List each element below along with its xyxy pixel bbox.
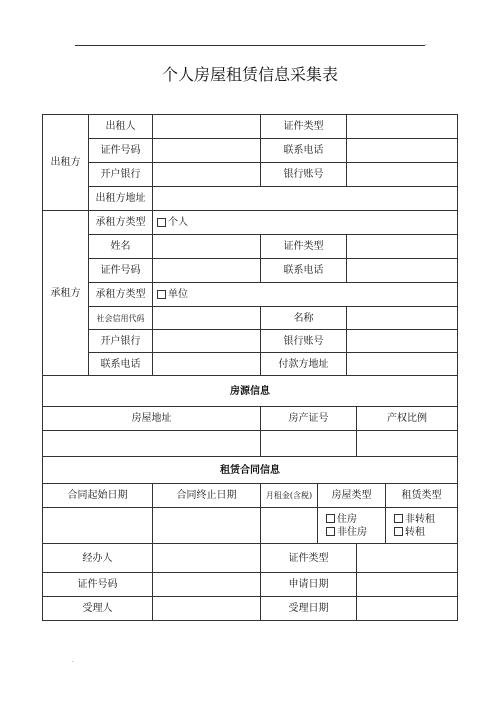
- corner-mark: .: [425, 40, 427, 47]
- lessee-id-no-label: 证件号码: [89, 259, 153, 283]
- agent-id-type-field[interactable]: [357, 544, 457, 573]
- footer-mark: .: [72, 657, 74, 664]
- lessee-type-org-option[interactable]: [153, 283, 457, 307]
- apply-date-label: 申请日期: [261, 573, 357, 597]
- lessee-id-type-field[interactable]: [347, 235, 457, 259]
- agent-id-no-field[interactable]: [153, 573, 261, 597]
- org-option-label: 单位: [168, 289, 188, 300]
- lessor-id-type-field[interactable]: [347, 115, 457, 139]
- lessor-bank-field[interactable]: [153, 163, 261, 187]
- lessor-phone-label: 联系电话: [261, 139, 347, 163]
- accept-date-label: 受理日期: [261, 597, 357, 620]
- contract-end-field[interactable]: [153, 508, 261, 544]
- direct-lease-label: 非转租: [405, 513, 435, 525]
- lessee-bank-account-label: 银行账号: [261, 330, 347, 353]
- individual-option-label: 个人: [168, 217, 188, 228]
- house-type-nonresidential[interactable]: [326, 526, 367, 539]
- agent-field[interactable]: [153, 544, 261, 573]
- property-cert-field[interactable]: [261, 431, 357, 457]
- contract-start-label: 合同起始日期: [43, 484, 153, 508]
- payer-address-field[interactable]: [347, 353, 457, 376]
- sublease-label: 转租: [405, 526, 425, 538]
- lessee-bank-field[interactable]: [153, 330, 261, 353]
- residential-label: 住房: [337, 513, 357, 525]
- agent-id-no-label: 证件号码: [43, 573, 153, 597]
- credit-code-field[interactable]: [153, 307, 261, 330]
- checkbox-icon[interactable]: [157, 290, 166, 299]
- contract-start-field[interactable]: [43, 508, 153, 544]
- property-share-field[interactable]: [357, 431, 457, 457]
- lessor-bank-account-label: 银行账号: [261, 163, 347, 187]
- lease-type-direct[interactable]: [394, 513, 435, 526]
- lessor-id-no-field[interactable]: [153, 139, 261, 163]
- lessee-id-no-field[interactable]: [153, 259, 261, 283]
- lessee-contact-phone-label: 联系电话: [89, 353, 153, 376]
- agent-label: 经办人: [43, 544, 153, 573]
- receiver-field[interactable]: [153, 597, 261, 620]
- contract-section-header: 租赁合同信息: [43, 457, 457, 484]
- lessee-id-type-label: 证件类型: [261, 235, 347, 259]
- accept-date-field[interactable]: [357, 597, 457, 620]
- lessor-bank-account-field[interactable]: [347, 163, 457, 187]
- lessee-contact-phone-field[interactable]: [153, 353, 261, 376]
- org-name-label: 名称: [261, 307, 347, 330]
- rental-info-form: [42, 114, 458, 621]
- lessee-phone-label: 联系电话: [261, 259, 347, 283]
- nonresidential-label: 非住房: [337, 526, 367, 538]
- lessor-address-field[interactable]: [153, 187, 457, 211]
- lessee-bank-label: 开户银行: [89, 330, 153, 353]
- receiver-label: 受理人: [43, 597, 153, 620]
- monthly-rent-field[interactable]: [261, 508, 318, 544]
- monthly-rent-label: 月租金(含税): [261, 484, 318, 508]
- property-cert-label: 房产证号: [261, 407, 357, 431]
- property-section-header: 房源信息: [43, 376, 457, 407]
- lease-type-label: 租赁类型: [386, 484, 457, 508]
- lessee-section-label: 承租方: [43, 211, 89, 376]
- house-type-residential[interactable]: [326, 513, 357, 526]
- form-title: 个人房屋租赁信息采集表: [161, 65, 338, 84]
- house-type-options: [318, 508, 386, 544]
- lessee-type2-label: 承租方类型: [89, 283, 153, 307]
- lessor-phone-field[interactable]: [347, 139, 457, 163]
- property-share-label: 产权比例: [357, 407, 457, 431]
- lessee-type-individual-option[interactable]: [153, 211, 457, 235]
- lessor-name-field[interactable]: [153, 115, 261, 139]
- lessee-name-field[interactable]: [153, 235, 261, 259]
- agent-id-type-label: 证件类型: [261, 544, 357, 573]
- lessor-bank-label: 开户银行: [89, 163, 153, 187]
- apply-date-field[interactable]: [357, 573, 457, 597]
- lessor-id-no-label: 证件号码: [89, 139, 153, 163]
- lessee-bank-account-field[interactable]: [347, 330, 457, 353]
- org-name-field[interactable]: [347, 307, 457, 330]
- lessee-phone-field[interactable]: [347, 259, 457, 283]
- lessor-name-label: 出租人: [89, 115, 153, 139]
- lessee-name-label: 姓名: [89, 235, 153, 259]
- lessor-address-label: 出租方地址: [89, 187, 153, 211]
- lease-type-sublease[interactable]: [394, 526, 425, 539]
- lessee-type1-label: 承租方类型: [89, 211, 153, 235]
- checkbox-icon[interactable]: [394, 527, 403, 536]
- payer-address-label: 付款方地址: [261, 353, 347, 376]
- header-rule: [75, 45, 425, 46]
- checkbox-icon[interactable]: [394, 514, 403, 523]
- house-type-label: 房屋类型: [318, 484, 386, 508]
- contract-end-label: 合同终止日期: [153, 484, 261, 508]
- checkbox-icon[interactable]: [157, 218, 166, 227]
- property-address-label: 房屋地址: [43, 407, 261, 431]
- credit-code-label: 社会信用代码: [89, 307, 153, 330]
- lessor-id-type-label: 证件类型: [261, 115, 347, 139]
- checkbox-icon[interactable]: [326, 527, 335, 536]
- lessor-section-label: 出租方: [43, 115, 89, 211]
- checkbox-icon[interactable]: [326, 514, 335, 523]
- lease-type-options: [386, 508, 457, 544]
- property-address-field[interactable]: [43, 431, 261, 457]
